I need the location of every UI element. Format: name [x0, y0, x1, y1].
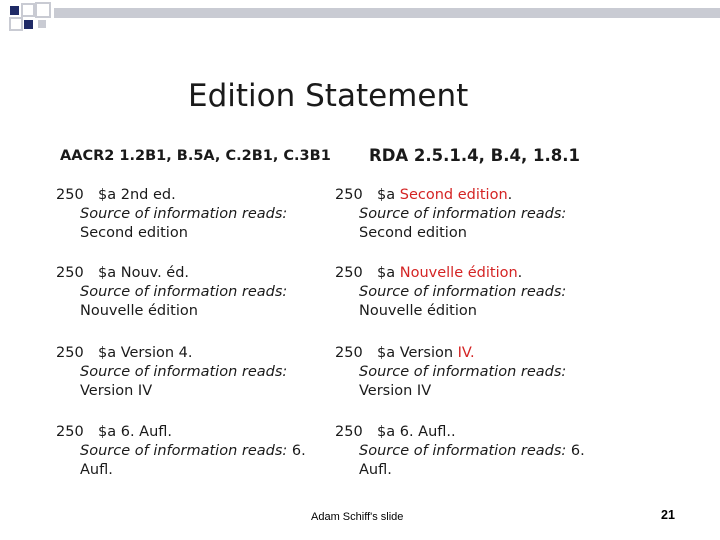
page-number: 21 — [661, 508, 675, 522]
slide-footer: Adam Schiff's slide — [311, 511, 404, 523]
rda-entry-4: 250 $a 6. Aufl.. Source of information reads: 6. Aufl. — [335, 424, 585, 478]
rda-entry-1: 250 $a Second edition. Source of information reads: Second edition — [335, 187, 567, 241]
aacr2-entry-4: 250 $a 6. Aufl. Source of information reads: 6. Aufl. — [56, 424, 306, 478]
rda-entry-2: 250 $a Nouvelle édition. Source of information reads: Nouvelle édition — [335, 265, 567, 319]
aacr2-entry-3: 250 $a Version 4. Source of information reads: Version IV — [56, 345, 288, 399]
aacr2-entry-2: 250 $a Nouv. éd. Source of information reads: Nouvelle édition — [56, 265, 288, 319]
aacr2-heading: AACR2 1.2B1, B.5A, C.2B1, C.3B1 — [60, 148, 331, 164]
rda-entry-3: 250 $a Version IV. Source of information reads: Version IV — [335, 345, 567, 399]
slide-title: Edition Statement — [188, 78, 469, 114]
header-decoration — [0, 0, 720, 40]
aacr2-entry-1: 250 $a 2nd ed. Source of information reads: Second edition — [56, 187, 288, 241]
rda-heading: RDA 2.5.1.4, B.4, 1.8.1 — [369, 146, 580, 165]
